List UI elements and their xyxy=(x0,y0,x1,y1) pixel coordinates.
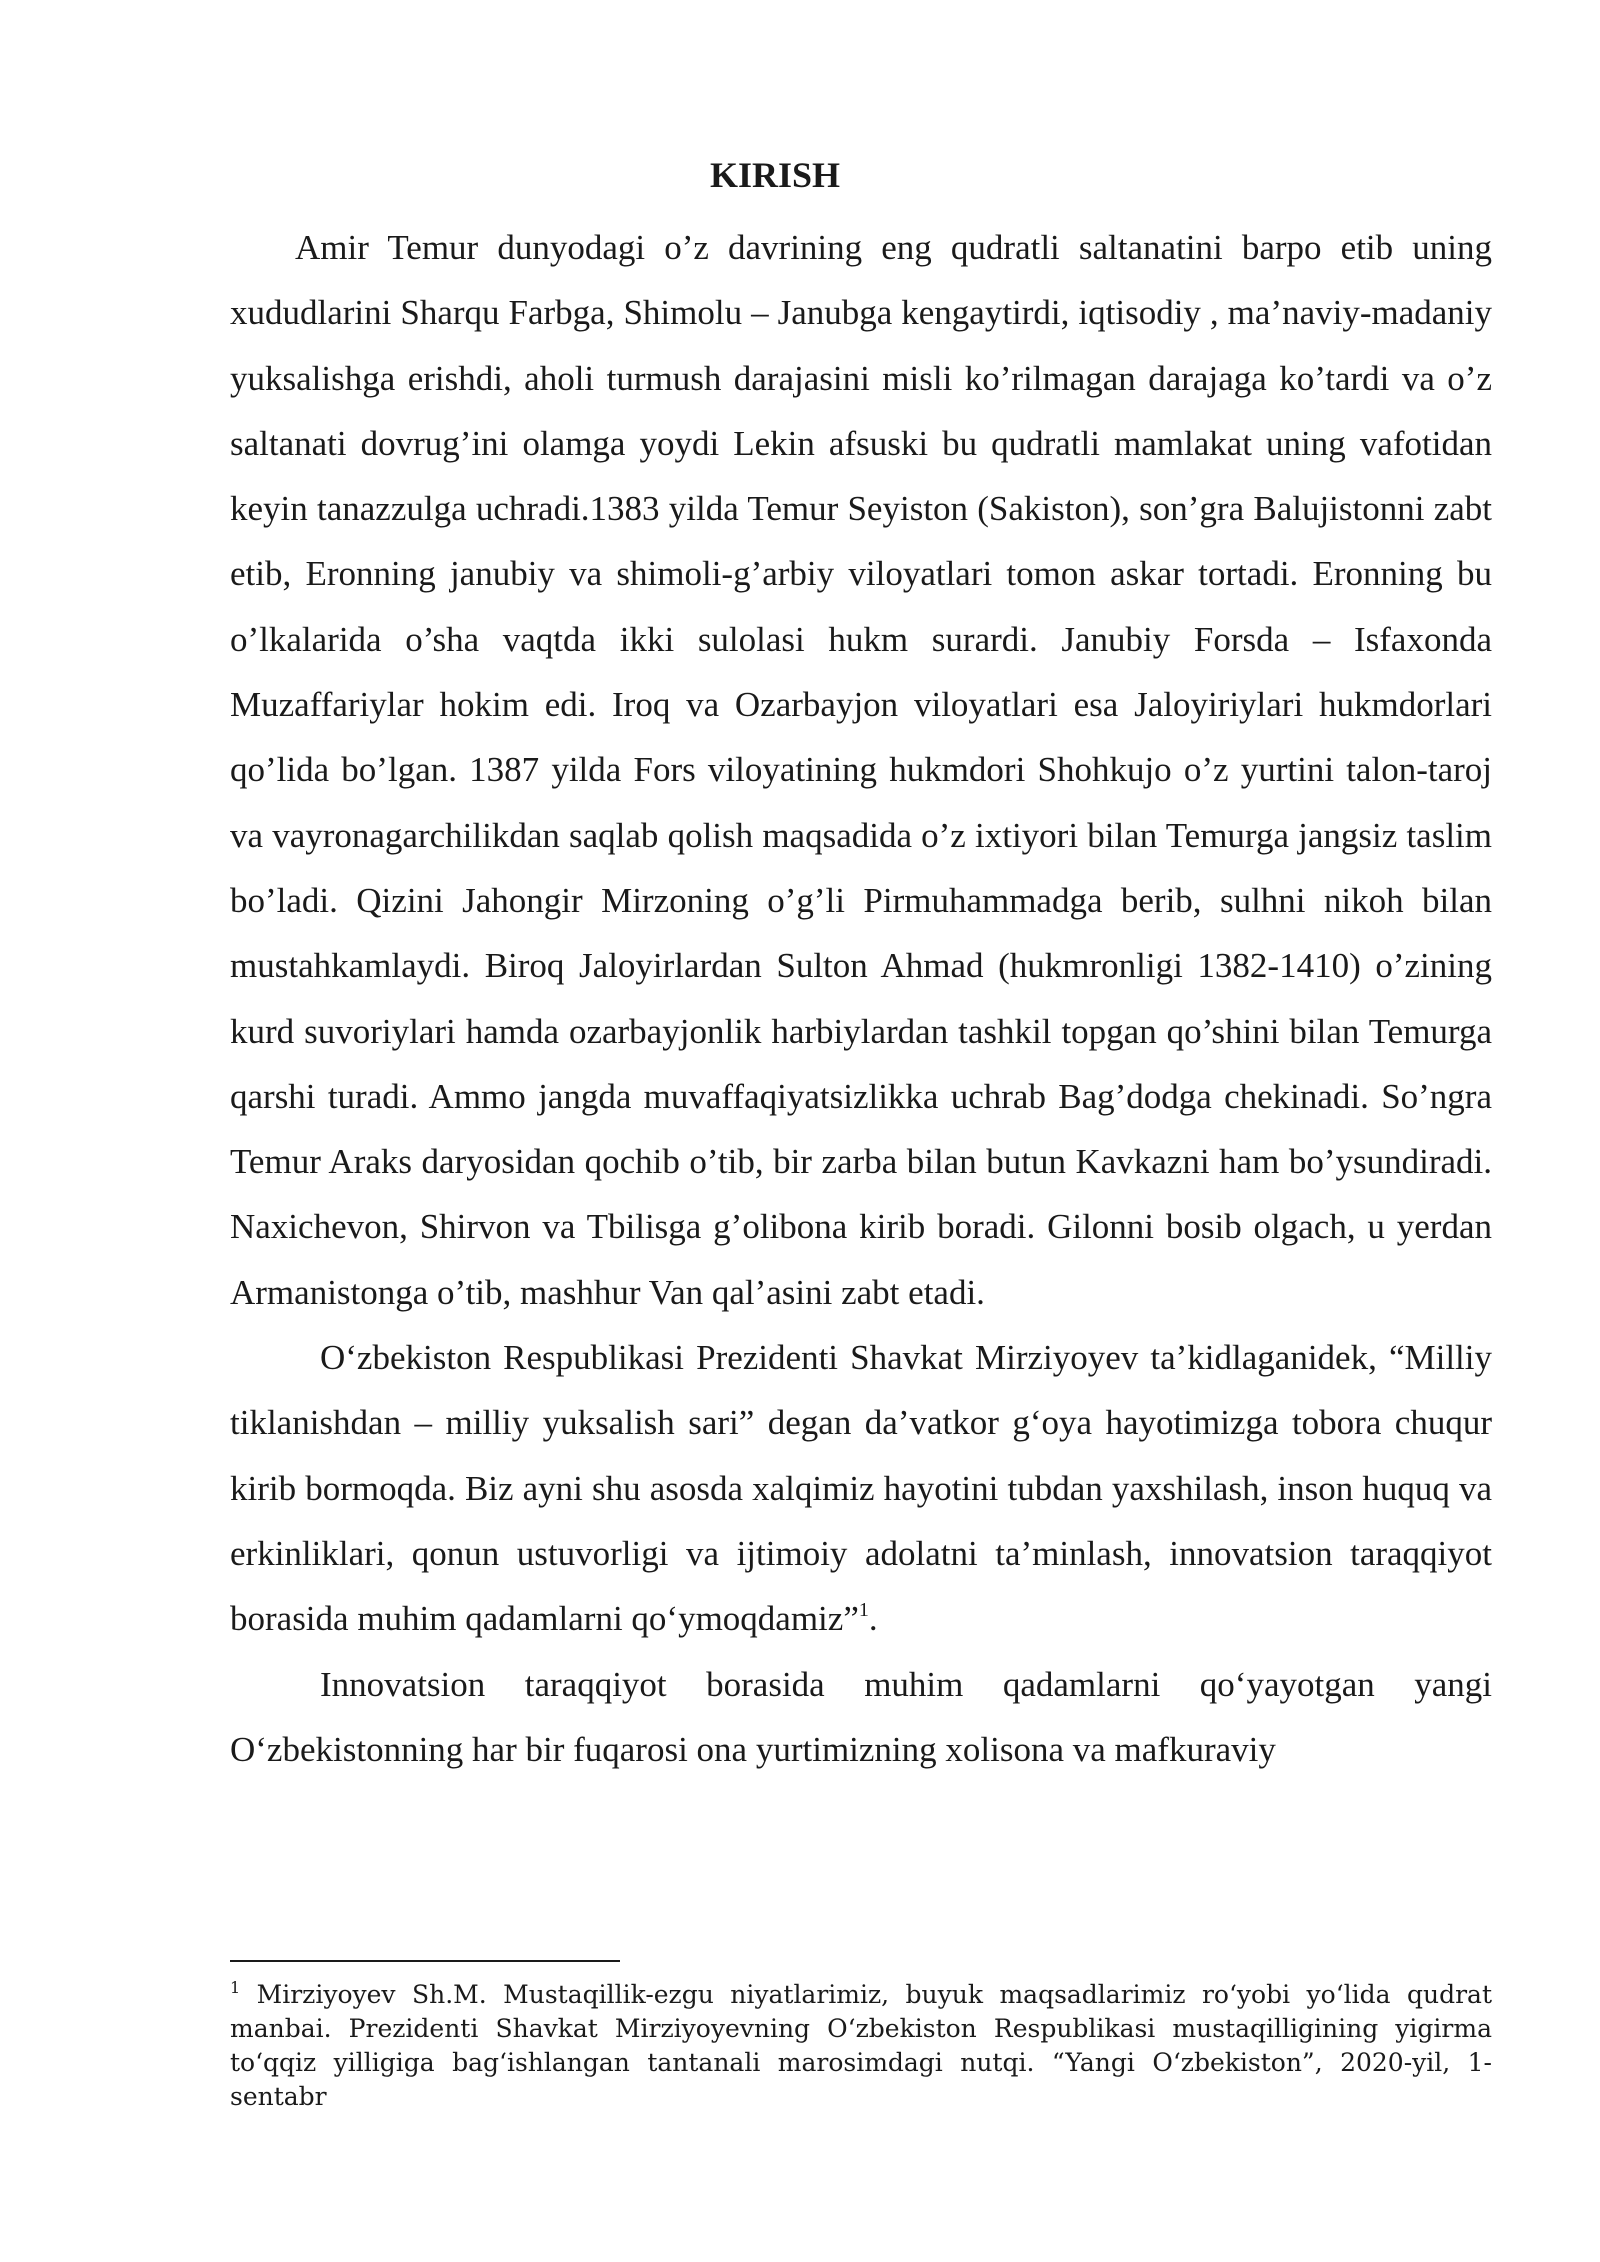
paragraph-1: Amir Temur dunyodagi o’z davrining eng qudratli saltanatini barpo etib uning xududlarini Sharqu Farbga, Shimolu – Janubga kengaytirdi, iqtisodiy , ma’naviy-madaniy yuksalishga erishdi, aholi turmush darajasini misli ko’rilmagan darajaga ko’tardi va o’z saltanati dovrug’ini olamga yoydi Lekin afsuski bu qudratli mamlakat uning vafotidan keyin tanazzulga uchradi.1383 yilda Temur Seyiston (Sakiston), son’gra Balujistonni zabt etib, Eronning janubiy va shimoli-g’arbiy viloyatlari tomon askar tortadi. Eronning bu o’lkalarida o’sha vaqtda ikki sulolasi hukm surardi. Janubiy Forsda – Isfaxonda Muzaffariylar hokim edi. Iroq va Ozarbayjon viloyatlari esa Jaloyiriylari hukmdorlari qo’lida bo’lgan. 1387 yilda Fors viloyatining hukmdori Shohkujo o’z yurtini talon-taroj va vayronagarchilikdan saqlab qolish maqsadida o’z ixtiyori bilan Temurga jangsiz taslim bo’ladi. Qizini Jahongir Mirzoning o’g’li Pirmuhammadga berib, sulhni nikoh bilan mustahkamlaydi. Biroq Jaloyirlardan Sulton Ahmad (hukmronligi 1382-1410) o’zining kurd suvoriylari hamda ozarbayjonlik harbiylardan tashkil topgan qo’shini bilan Temurga qarshi turadi. Ammo jangda muvaffaqiyatsizlikka uchrab Bag’dodga chekinadi. So’ngra Temur Araks daryosidan qochib o’tib, bir zarba bilan butun Kavkazni ham bo’ysundiradi. Naxichevon, Shirvon va Tbilisga g’olibona kirib boradi. Gilonni bosib olgach, u yerdan Armanistonga o’tib, mashhur Van qal’asini zabt etadi. xyxy=(230,228,1492,1312)
page-title: KIRISH xyxy=(709,155,841,195)
footnote-reference[interactable]: 1 xyxy=(858,1599,869,1622)
footnote-separator xyxy=(230,1960,620,1962)
footnote-text: Mirziyoyev Sh.M. Mustaqillik-ezgu niyatlarimiz, buyuk maqsadlarimiz ro‘yobi yo‘lida qudrat manbai. Prezidenti Shavkat Mirziyoyevning O‘zbekiston Respublikasi mustaqilligining yigirma to‘qqiz yilligiga bag‘ishlangan tantanali marosimdagi nutqi. “Yangi O‘zbekiston”, 2020-yil, 1-sentabr xyxy=(230,1980,1492,2111)
footnote xyxy=(230,1978,1492,2114)
body-text xyxy=(230,215,1492,1782)
footnote-number: 1 xyxy=(230,1978,241,1997)
paragraph-3: Innovatsion taraqqiyot borasida muhim qadamlarni qo‘yayotgan yangi O‘zbekistonning har bir fuqarosi ona yurtimizning xolisona va mafkuraviy xyxy=(230,1664,1492,1769)
paragraph-2 xyxy=(230,1325,1492,1651)
paragraph-2-text: O‘zbekiston Respublikasi Prezidenti Shavkat Mirziyoyev ta’kidlaganidek, “Milliy tiklanishdan – milliy yuksalish sari” degan da’vatkor g‘oya hayotimizga tobora chuqur kirib bormoqda. Biz ayni shu asosda xalqimiz hayotini tubdan yaxshilash, inson huquq va erkinliklari, qonun ustuvorligi va ijtimoiy adolatni ta’minlash, innovatsion taraqqiyot borasida muhim qadamlarni qo‘ymoqdamiz” xyxy=(230,1338,1492,1639)
paragraph-2-end: . xyxy=(868,1599,878,1639)
